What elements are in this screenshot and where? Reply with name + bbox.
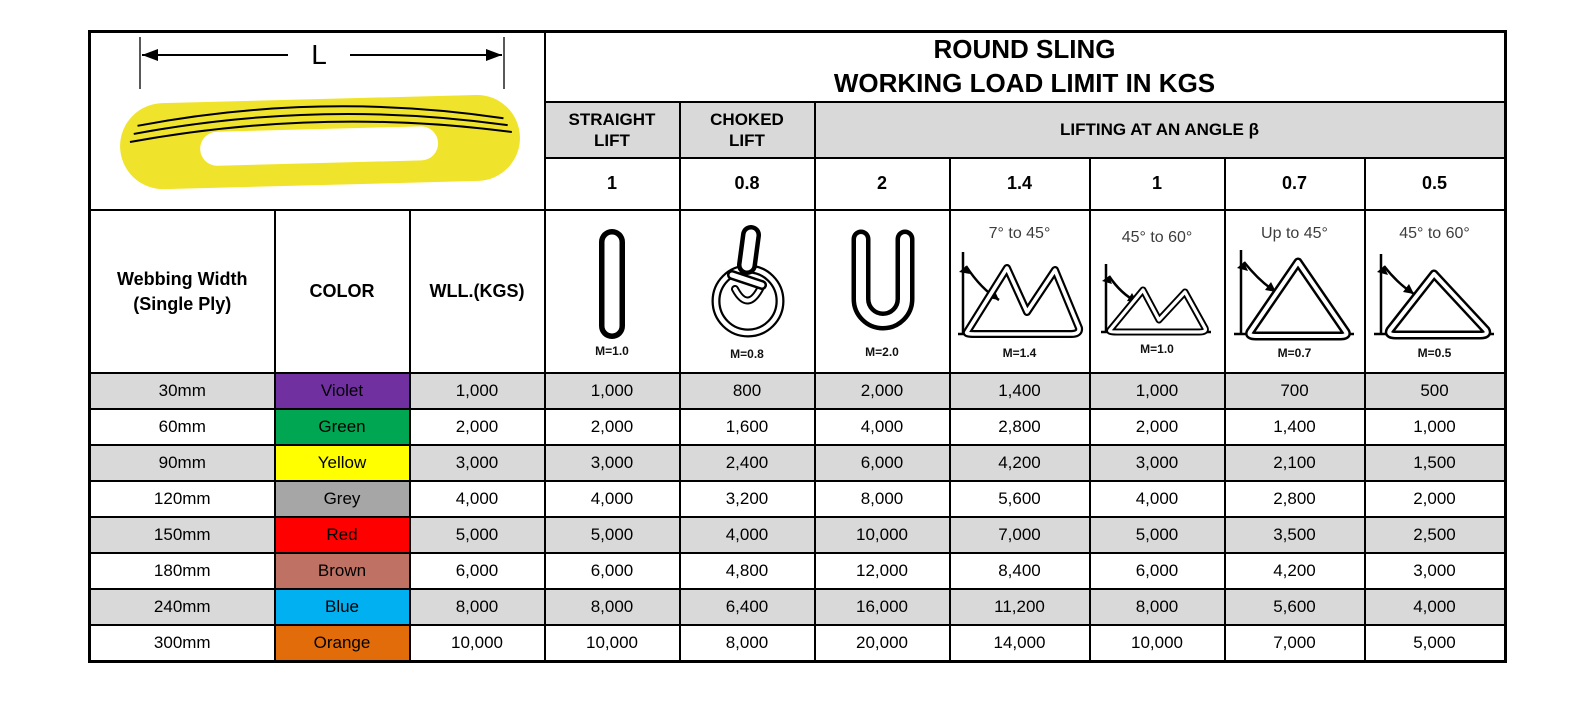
angle-range-label: Up to 45°: [1261, 225, 1328, 242]
load-value-cell: 2,000: [1365, 481, 1506, 517]
load-value-cell: 2,800: [950, 409, 1090, 445]
load-value-cell: 4,200: [950, 445, 1090, 481]
factor-value-cell: 0.7: [1225, 158, 1365, 210]
table-row: [90, 481, 1506, 517]
webbing-width-cell: 240mm: [90, 589, 275, 625]
color-cell: Grey: [275, 481, 410, 517]
length-arrow: [140, 37, 504, 89]
wll-cell: 6,000: [410, 553, 545, 589]
angle-range-label: 45° to 60°: [1121, 229, 1193, 246]
webbing-width-header: [90, 210, 275, 373]
basket-lift-icon-cell: [815, 210, 950, 373]
triangle-basket-up-45-icon-cell: [1225, 210, 1365, 373]
triangle-basket-45-60-icon-cell: [1365, 210, 1506, 373]
mode-factor-label: M=1.0: [1140, 342, 1174, 356]
sling-diagram-cell: [90, 32, 545, 211]
load-value-cell: 5,000: [1090, 517, 1225, 553]
load-value-cell: 10,000: [815, 517, 950, 553]
load-value-cell: 4,800: [680, 553, 815, 589]
factor-value-cell: 0.8: [680, 158, 815, 210]
mode-factor-label: M=1.0: [595, 344, 629, 358]
load-value-cell: 6,000: [1090, 553, 1225, 589]
webbing-width-header-line2: (Single Ply): [133, 293, 232, 314]
straight-lift-header: STRAIGHT LIFT: [545, 102, 680, 157]
icon-wrap: [1091, 220, 1224, 363]
color-cell: Red: [275, 517, 410, 553]
triangle-basket-45-60-icon: [1368, 242, 1502, 347]
load-value-cell: 6,000: [545, 553, 680, 589]
load-value-cell: 7,000: [950, 517, 1090, 553]
mode-factor-label: M=0.7: [1277, 346, 1312, 360]
load-value-cell: 3,000: [1365, 553, 1506, 589]
load-value-cell: 4,000: [680, 517, 815, 553]
load-value-cell: 500: [1365, 373, 1506, 409]
webbing-width-cell: 180mm: [90, 553, 275, 589]
load-value-cell: 2,000: [1090, 409, 1225, 445]
color-cell: Orange: [275, 625, 410, 661]
factor-value-cell: 1: [545, 158, 680, 210]
load-value-cell: 4,000: [1090, 481, 1225, 517]
table-row: [90, 517, 1506, 553]
load-value-cell: 800: [680, 373, 815, 409]
load-value-cell: 2,400: [680, 445, 815, 481]
color-cell: Brown: [275, 553, 410, 589]
angle-range-label: 7° to 45°: [988, 225, 1051, 242]
load-value-cell: 700: [1225, 373, 1365, 409]
webbing-width-cell: 120mm: [90, 481, 275, 517]
triangle-basket-up-45-icon: [1228, 242, 1362, 347]
straight-lift-icon-cell: [545, 210, 680, 373]
icon-wrap: [546, 218, 679, 365]
factor-value-cell: 1: [1090, 158, 1225, 210]
basket-lift-icon: [830, 227, 934, 346]
webbing-width-cell: 90mm: [90, 445, 275, 481]
angle-basket-7-45-icon: [953, 242, 1087, 347]
table-row: [90, 625, 1506, 661]
webbing-width-cell: 30mm: [90, 373, 275, 409]
table-row: [90, 409, 1506, 445]
webbing-width-header-line1: Webbing Width: [117, 269, 248, 290]
factor-value-cell: 0.5: [1365, 158, 1506, 210]
choked-lift-icon: [695, 225, 799, 348]
load-value-cell: 5,000: [545, 517, 680, 553]
title-line-1: ROUND SLING: [933, 34, 1116, 65]
sling-body: [119, 94, 521, 190]
webbing-width-cell: 60mm: [90, 409, 275, 445]
choked-lift-header: CHOKED LIFT: [680, 102, 815, 157]
icon-wrap: [1366, 216, 1504, 367]
load-value-cell: 1,400: [950, 373, 1090, 409]
load-value-cell: 1,400: [1225, 409, 1365, 445]
load-value-cell: 11,200: [950, 589, 1090, 625]
icon-wrap: [816, 217, 949, 366]
load-value-cell: 3,000: [545, 445, 680, 481]
icon-wrap: [951, 216, 1089, 367]
load-value-cell: 1,000: [1090, 373, 1225, 409]
color-cell: Violet: [275, 373, 410, 409]
icon-wrap: [681, 215, 814, 368]
load-value-cell: 16,000: [815, 589, 950, 625]
load-value-cell: 1,000: [1365, 409, 1506, 445]
table-row: [90, 373, 1506, 409]
load-value-cell: 1,500: [1365, 445, 1506, 481]
load-value-cell: 20,000: [815, 625, 950, 661]
title-row: [90, 32, 1506, 103]
load-value-cell: 8,000: [1090, 589, 1225, 625]
load-value-cell: 2,500: [1365, 517, 1506, 553]
webbing-width-cell: 150mm: [90, 517, 275, 553]
load-value-cell: 1,000: [545, 373, 680, 409]
load-value-cell: 2,800: [1225, 481, 1365, 517]
wll-cell: 5,000: [410, 517, 545, 553]
wll-cell: 10,000: [410, 625, 545, 661]
load-value-cell: 6,400: [680, 589, 815, 625]
load-value-cell: 10,000: [1090, 625, 1225, 661]
load-value-cell: 10,000: [545, 625, 680, 661]
load-value-cell: 14,000: [950, 625, 1090, 661]
table-row: [90, 589, 1506, 625]
load-value-cell: 2,000: [545, 409, 680, 445]
round-sling-illustration: [92, 33, 543, 204]
choked-lift-icon-cell: [680, 210, 815, 373]
webbing-width-cell: 300mm: [90, 625, 275, 661]
table-row: [90, 445, 1506, 481]
table-row: [90, 553, 1506, 589]
load-value-cell: 2,000: [815, 373, 950, 409]
load-value-cell: 7,000: [1225, 625, 1365, 661]
length-label: L: [310, 39, 327, 70]
straight-lift-icon: [589, 228, 635, 345]
wll-cell: 1,000: [410, 373, 545, 409]
color-cell: Yellow: [275, 445, 410, 481]
title-line-2: WORKING LOAD LIMIT IN KGS: [833, 68, 1216, 99]
wll-cell: 2,000: [410, 409, 545, 445]
angle-lift-header: LIFTING AT AN ANGLE β: [815, 102, 1506, 157]
color-cell: Blue: [275, 589, 410, 625]
load-value-cell: 3,000: [1090, 445, 1225, 481]
load-value-cell: 8,000: [680, 625, 815, 661]
angle-basket-45-60-icon: [1097, 246, 1217, 343]
load-value-cell: 8,000: [815, 481, 950, 517]
load-value-cell: 3,200: [680, 481, 815, 517]
wll-cell: 8,000: [410, 589, 545, 625]
mode-factor-label: M=2.0: [865, 345, 899, 359]
mode-factor-label: M=1.4: [1002, 346, 1037, 360]
wll-cell: 3,000: [410, 445, 545, 481]
load-value-cell: 4,000: [1365, 589, 1506, 625]
color-cell: Green: [275, 409, 410, 445]
factor-value-cell: 1.4: [950, 158, 1090, 210]
load-value-cell: 12,000: [815, 553, 950, 589]
load-value-cell: 8,400: [950, 553, 1090, 589]
icon-wrap: [1226, 216, 1364, 367]
data-rows: [90, 373, 1506, 661]
load-value-cell: 4,200: [1225, 553, 1365, 589]
load-value-cell: 3,500: [1225, 517, 1365, 553]
load-value-cell: 4,000: [545, 481, 680, 517]
icon-header-row: [90, 210, 1506, 373]
table-title-cell: [545, 32, 1506, 103]
wll-cell: 4,000: [410, 481, 545, 517]
angle-basket-45-60-icon-cell: [1090, 210, 1225, 373]
load-value-cell: 5,600: [1225, 589, 1365, 625]
color-header: COLOR: [275, 210, 410, 373]
round-sling-wll-table: [88, 30, 1507, 663]
load-value-cell: 5,600: [950, 481, 1090, 517]
angle-basket-7-45-icon-cell: [950, 210, 1090, 373]
load-value-cell: 4,000: [815, 409, 950, 445]
angle-range-label: 45° to 60°: [1399, 225, 1470, 242]
load-value-cell: 8,000: [545, 589, 680, 625]
mode-factor-label: M=0.8: [730, 347, 764, 361]
load-value-cell: 5,000: [1365, 625, 1506, 661]
mode-factor-label: M=0.5: [1417, 346, 1452, 360]
wll-header: WLL.(KGS): [410, 210, 545, 373]
load-value-cell: 6,000: [815, 445, 950, 481]
factor-value-cell: 2: [815, 158, 950, 210]
load-value-cell: 1,600: [680, 409, 815, 445]
load-value-cell: 2,100: [1225, 445, 1365, 481]
